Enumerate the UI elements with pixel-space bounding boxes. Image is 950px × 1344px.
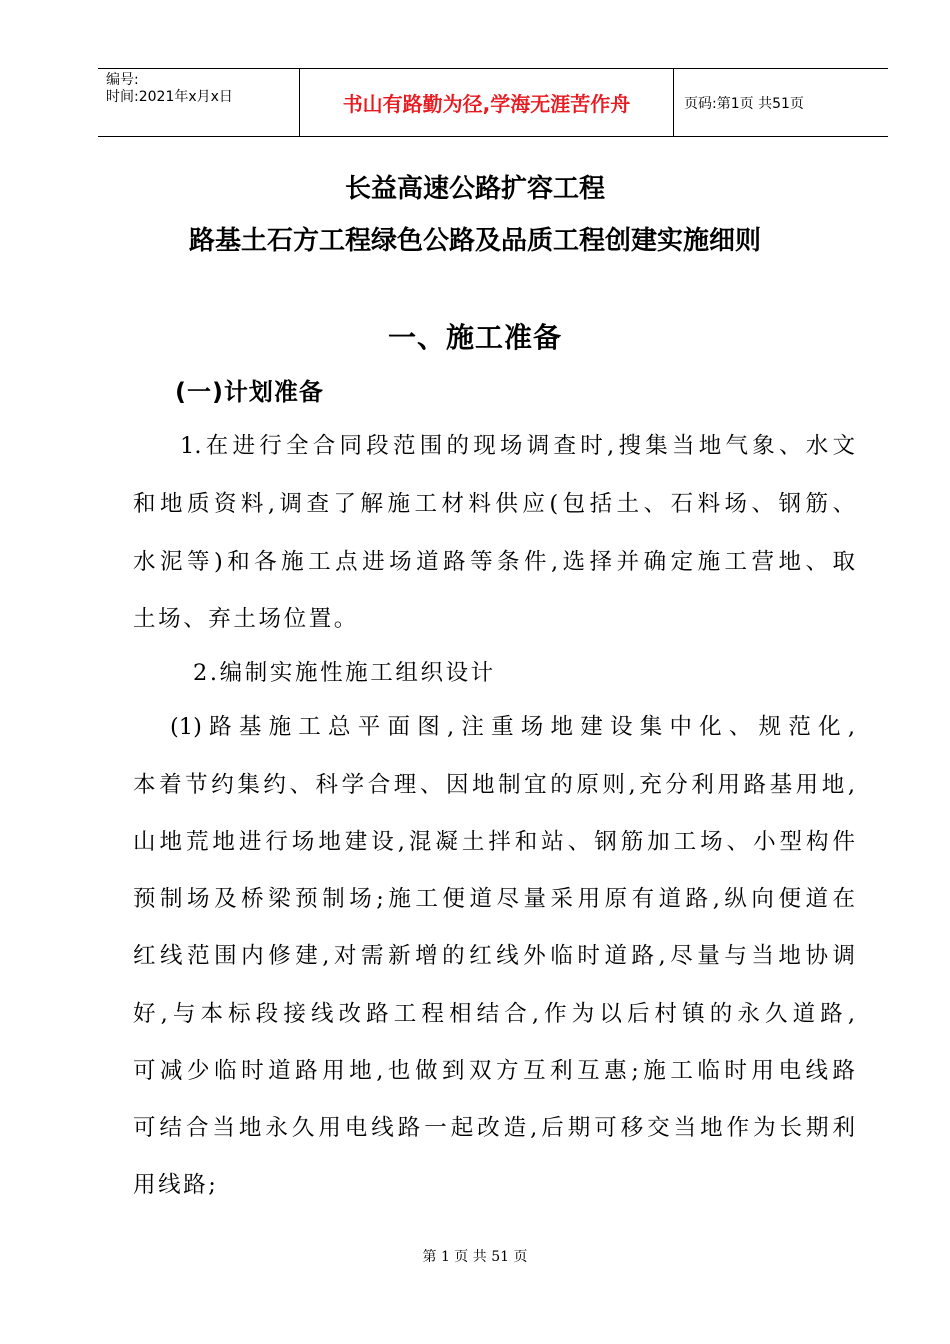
body-line: 好,与本标段接线改路工程相结合,作为以后村镇的永久道路,: [133, 1001, 855, 1027]
body-line: 可结合当地永久用电线路一起改造,后期可移交当地作为长期利: [133, 1115, 855, 1141]
body-line: 1.在进行全合同段范围的现场调查时,搜集当地气象、水文: [180, 433, 855, 459]
subsection-heading: (一)计划准备: [175, 378, 324, 406]
body-line: 可减少临时道路用地,也做到双方互利互惠;施工临时用电线路: [133, 1058, 855, 1084]
document-title-line2: 路基土石方工程绿色公路及品质工程创建实施细则: [188, 226, 761, 256]
body-line: (1)路基施工总平面图,注重场地建设集中化、规范化,: [170, 714, 855, 740]
body-line: 水泥等)和各施工点进场道路等条件,选择并确定施工营地、取: [133, 549, 855, 575]
body-line: 红线范围内修建,对需新增的红线外临时道路,尽量与当地协调: [133, 943, 855, 969]
body-line: 预制场及桥梁预制场;施工便道尽量采用原有道路,纵向便道在: [133, 886, 855, 912]
header-motto: 书山有路勤为径,学海无涯苦作舟: [300, 69, 674, 136]
body-line: 2.编制实施性施工组织设计: [193, 660, 496, 686]
document-header: [98, 68, 888, 137]
time-label: 时间:2021年x月x日: [106, 89, 233, 105]
header-page-info: 页码:第1页 共51页: [684, 95, 804, 112]
body-line: 本着节约集约、科学合理、因地制宜的原则,充分利用路基用地,: [133, 772, 855, 798]
page-footer: 第 1 页 共 51 页: [422, 1249, 528, 1265]
section-heading: 一、施工准备: [387, 321, 562, 354]
body-line: 用线路;: [133, 1172, 219, 1198]
document-title-line1: 长益高速公路扩容工程: [344, 174, 605, 204]
body-line: 山地荒地进行场地建设,混凝土拌和站、钢筋加工场、小型构件: [133, 829, 855, 855]
body-line: 土场、弃土场位置。: [133, 606, 359, 632]
header-meta: [98, 69, 300, 136]
number-label: 编号:: [106, 72, 139, 88]
body-line: 和地质资料,调查了解施工材料供应(包括土、石料场、钢筋、: [133, 491, 855, 517]
